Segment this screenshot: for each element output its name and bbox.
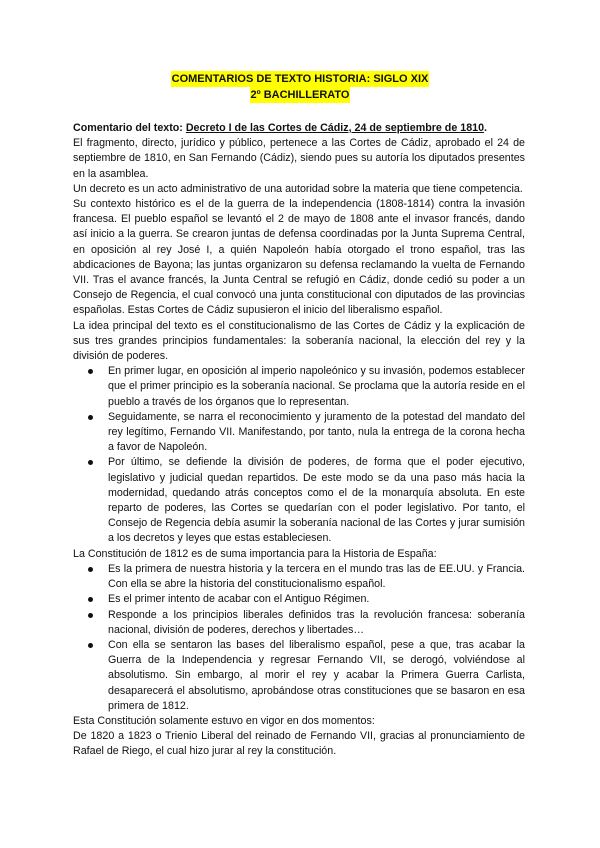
heading-label: Comentario del texto: xyxy=(73,122,183,134)
list-item: Seguidamente, se narra el reconocimiento y juramento de la potestad del mandato del rey legítimo, Fernando VII. Manifestando, por tanto, nula la entrega de la corona hecha a favor de Napoleón. xyxy=(108,410,525,456)
paragraph-constitution-importance: La Constitución de 1812 es de suma importancia para la Historia de España: xyxy=(73,547,437,560)
paragraph-decree-definition: Un decreto es un acto administrativo de una autoridad sobre la materia que tiene competencia. xyxy=(73,182,523,195)
heading-end: . xyxy=(484,122,488,134)
heading-reference: Decreto I de las Cortes de Cádiz, 24 de septiembre de 1810 xyxy=(185,122,485,134)
paragraph-authorship: El fragmento, directo, jurídico y público, pertenece a las Cortes de Cádiz, aprobado el 24 de septiembre de 1810, en San Fernando (Cádiz), siendo pues su autoría los diputados presentes en la asamblea. xyxy=(73,137,525,180)
document-title xyxy=(0,71,600,103)
list-item: Es la primera de nuestra historia y la tercera en el mundo tras las de EE.UU. y Francia. Con ella se abre la historia del constitucionalismo español. xyxy=(108,562,525,592)
commentary-heading xyxy=(73,121,525,136)
title-line-1: COMENTARIOS DE TEXTO HISTORIA: SIGLO XIX xyxy=(171,73,429,85)
document-body xyxy=(73,121,525,760)
importance-list xyxy=(73,562,525,714)
list-item: Responde a los principios liberales definidos tras la revolución francesa: soberanía nacional, división de poderes, derechos y libertades… xyxy=(108,608,525,638)
principles-list xyxy=(73,364,525,546)
title-line-2: 2º BACHILLERATO xyxy=(250,89,350,101)
paragraph-in-force: Esta Constitución solamente estuvo en vigor en dos momentos: xyxy=(73,714,375,727)
list-item: Con ella se sentaron las bases del liberalismo español, pese a que, tras acabar la Guerra de la Independencia y regresar Fernando VII, se derogó, volviéndose al absolutismo. Sin embargo, al morir el rey y acabar la Primera Guerra Carlista, desaparecerá el absolutismo, aprobándose otras constituciones que se basaron en esa primera de 1812. xyxy=(108,638,525,714)
paragraph-historical-context: Su contexto histórico es el de la guerra de la independencia (1808-1814) contra la invasión francesa. El pueblo español se levantó el 2 de mayo de 1808 ante el invasor francés, dando así inicio a la guerra. Se crearon juntas de defensa coordinadas por la Junta Suprema Central, en oposición al rey José I, a quién Napoleón había otorgado el trono español, tras las abdicaciones de Bayona; las juntas organizaron su defensa reclamando la vuelta de Fernando VII. Tras el avance francés, la Junta Central se refugió en Cádiz, donde cedió su poder a un Consejo de Regencia, el cual convocó una junta constitucional con diputados de las provincias españolas. Estas Cortes de Cádiz supusieron el inicio del liberalismo español. xyxy=(73,198,525,317)
list-item: En primer lugar, en oposición al imperio napoleónico y su invasión, podemos establecer que el primer principio es la soberanía nacional. Se proclama que la autoría reside en el pueblo a través de los órganos que lo representan. xyxy=(108,364,525,410)
paragraph-liberal-triennium: De 1820 a 1823 o Trienio Liberal del reinado de Fernando VII, gracias al pronunciamiento de Rafael de Riego, el cual hizo jurar al rey la constitución. xyxy=(73,730,525,758)
paragraph-main-idea: La idea principal del texto es el constitucionalismo de las Cortes de Cádiz y la explicación de sus tres grandes principios fundamentales: la soberanía nacional, la elección del rey y la división de poderes. xyxy=(73,319,525,363)
list-item: Es el primer intento de acabar con el Antiguo Régimen. xyxy=(108,592,525,607)
list-item: Por último, se defiende la división de poderes, de forma que el poder ejecutivo, legislativo y judicial quedan repartidos. De este modo se da una paso más hacia la modernidad, quedando atrás conceptos como el de la monarquía absoluta. En este reparto de poderes, las Cortes se quedarían con el poder legislativo. Por tanto, el Consejo de Regencia debía asumir la soberanía nacional de las Cortes y jurar sumisión a los decretos y leyes que estas estableciesen. xyxy=(108,455,525,546)
